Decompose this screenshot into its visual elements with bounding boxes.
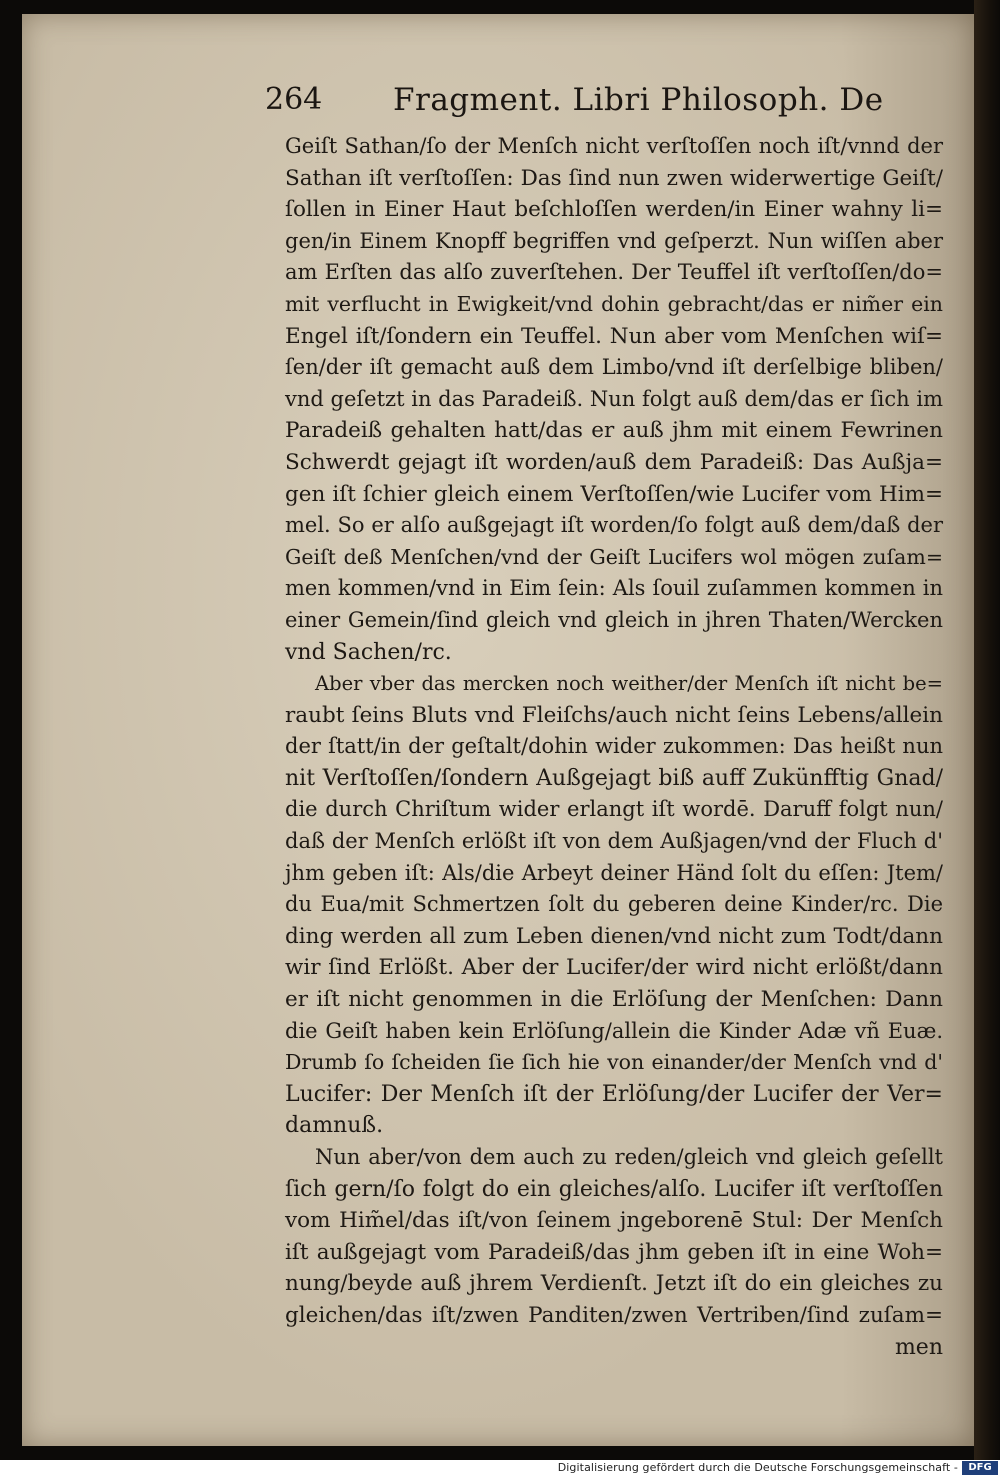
text-line: raubt ſeins Bluts vnd Fleiſchs/auch nicht ſeins Lebens/allein	[285, 702, 943, 728]
paragraph-end-line: damnuß.	[285, 1113, 384, 1139]
footer-bar	[0, 1460, 1000, 1477]
text-line: Schwerdt gejagt iſt worden/auß dem Paradeiß: Das Außja=	[285, 449, 943, 475]
book-gutter	[974, 0, 1000, 1460]
text-line: Sathan iſt verſtoſſen: Das ſind nun zwen widerwertige Geiſt/	[285, 165, 943, 191]
text-line: Engel iſt/ſondern ein Teuffel. Nun aber vom Menſchen wiſ=	[285, 323, 943, 349]
running-header	[265, 82, 955, 128]
text-line: Geiſt Sathan/ſo der Menſch nicht verſtoſſen noch iſt/vnnd der	[285, 134, 943, 158]
text-line: ding werden all zum Leben dienen/vnd nicht zum Todt/dann	[285, 923, 943, 949]
text-line: ſen/der iſt gemacht auß dem Limbo/vnd iſt derſelbige bliben/	[285, 355, 943, 380]
text-line: nit Verſtoſſen/ſondern Außgejagt biß auff Zukünfftig Gnad/	[285, 765, 943, 791]
text-line: die durch Chriſtum wider erlangt iſt wordē. Daruff folgt nun/	[285, 797, 943, 822]
text-line: einer Gemein/ſind gleich vnd gleich in jhren Thaten/Wercken	[285, 607, 943, 632]
text-line: am Erſten das alſo zuverſtehen. Der Teuffel iſt verſtoſſen/do=	[285, 260, 943, 285]
text-line: mel. So er alſo außgejagt iſt worden/ſo folgt auß dem/daß der	[285, 513, 943, 538]
body-text	[285, 131, 943, 1363]
text-line: vom Him̃el/das iſt/von ſeinem jngeborenē Stul: Der Menſch	[285, 1208, 943, 1234]
text-line: du Eua/mit Schmertzen ſolt du geberen deine Kinder/rc. Die	[285, 892, 943, 917]
text-line: Paradeiß gehalten hatt/das er auß jhm mit einem Fewrinen	[285, 418, 943, 444]
text-line: die Geiſt haben kein Erlöſung/allein die Kinder Adæ vñ Euæ.	[285, 1018, 943, 1043]
text-line: mit verflucht in Ewigkeit/vnd dohin gebracht/das er nim̃er ein	[285, 291, 943, 316]
text-line: nung/beyde auß jhrem Verdienſt. Jetzt iſt do ein gleiches zu	[285, 1271, 943, 1297]
text-line: jhm geben iſt: Als/die Arbeyt deiner Händ ſolt du eſſen: Jtem/	[285, 860, 943, 885]
paragraph-start-line: Aber vber das mercken noch weither/der Menſch iſt nicht be=	[315, 672, 943, 696]
dfg-logo: DFG	[962, 1461, 998, 1475]
text-line: men kommen/vnd in Eim ſein: Als ſouil zuſammen kommen in	[285, 576, 943, 601]
text-line: gleichen/das iſt/zwen Panditen/zwen Vertriben/ſind zuſam=	[285, 1302, 943, 1328]
text-line: ſollen in Einer Haut beſchloſſen werden/in Einer wahny li=	[285, 197, 943, 223]
text-line: Drumb ſo ſcheiden ſie ſich hie von einander/der Menſch vnd d'	[285, 1050, 943, 1075]
text-line: Lucifer: Der Menſch iſt der Erlöſung/der Lucifer der Ver=	[285, 1081, 943, 1107]
text-line: Geiſt deß Menſchen/vnd der Geiſt Lucifers wol mögen zuſam=	[285, 544, 943, 569]
text-line: gen/in Einem Knopff begriffen vnd geſperzt. Nun wiſſen aber	[285, 228, 943, 253]
text-line: er iſt nicht genommen in die Erlöſung der Menſchen: Dann	[285, 987, 943, 1013]
text-line: iſt außgejagt vom Paradeiß/das jhm geben iſt in eine Woh=	[285, 1239, 943, 1265]
text-line: daß der Menſch erlößt iſt von dem Außjagen/vnd der Fluch d'	[285, 829, 943, 854]
text-line: gen iſt ſchier gleich einem Verſtoſſen/wie Lucifer vom Him=	[285, 481, 943, 507]
running-title: Fragment. Libri Philosoph. De	[393, 82, 884, 118]
text-line: vnd geſetzt in das Paradeiß. Nun folgt auß dem/das er ſich im	[285, 386, 943, 411]
text-line: wir ſind Erlößt. Aber der Lucifer/der wird nicht erlößt/dann	[285, 955, 943, 981]
page-number: 264	[265, 82, 323, 117]
paragraph-start-line: Nun aber/von dem auch zu reden/gleich vnd gleich geſellt	[315, 1145, 943, 1169]
catchword: men	[894, 1334, 943, 1360]
text-line: der ſtatt/in der geſtalt/dohin wider zukommen: Das heißt nun	[285, 734, 943, 759]
paragraph-end-line: vnd Sachen/rc.	[285, 639, 452, 665]
text-line: ſich gern/ſo folgt do ein gleiches/alſo. Lucifer iſt verſtoſſen	[285, 1176, 943, 1202]
funding-credit: Digitalisierung gefördert durch die Deutsche Forschungsgemeinschaft -	[557, 1461, 958, 1474]
